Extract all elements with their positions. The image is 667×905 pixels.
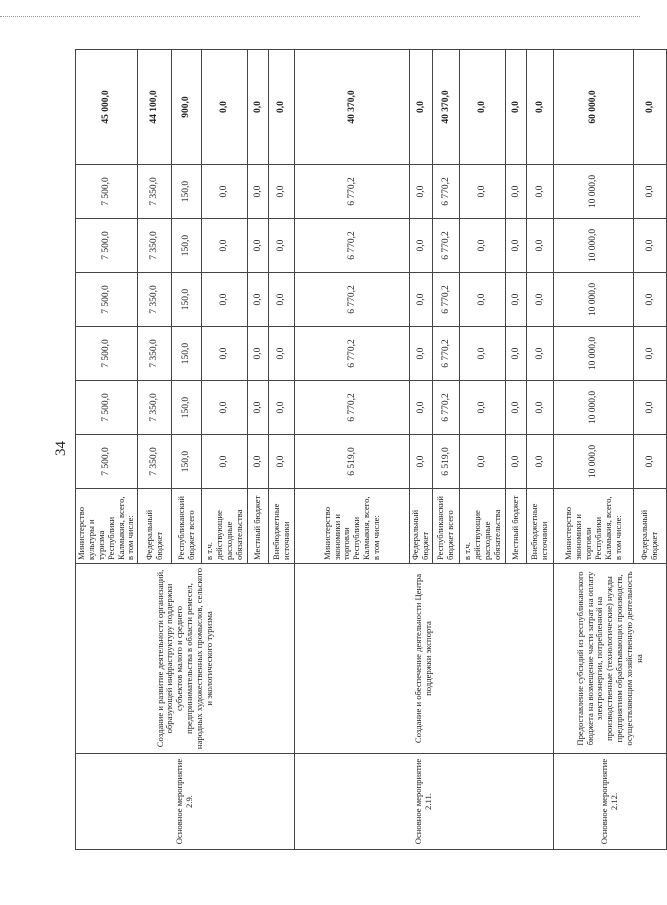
funding-source: в т.ч. действующие расходные обязательства xyxy=(202,489,248,564)
funding-source: Республиканский бюджет всего xyxy=(433,489,460,564)
total-value: 40 370,0 xyxy=(295,50,410,165)
year-value: 7 350,0 xyxy=(138,273,172,327)
funding-source: Министерство экономики и торговли Республики Калмыкия, всего, в том числе: xyxy=(295,489,410,564)
year-value: 6 770,2 xyxy=(433,165,460,219)
year-value: 150,0 xyxy=(172,219,202,273)
year-value: 0,0 xyxy=(248,381,269,435)
year-value: 6 770,2 xyxy=(433,327,460,381)
year-value: 0,0 xyxy=(460,273,506,327)
year-value: 150,0 xyxy=(172,435,202,489)
total-value: 45 000,0 xyxy=(76,50,138,165)
year-value: 0,0 xyxy=(269,165,295,219)
year-value: 7 350,0 xyxy=(138,435,172,489)
funding-source: Федеральный бюджет xyxy=(410,489,433,564)
total-value: 0,0 xyxy=(269,50,295,165)
year-value: 150,0 xyxy=(172,273,202,327)
year-value: 0,0 xyxy=(202,435,248,489)
year-value: 0,0 xyxy=(269,381,295,435)
year-value: 10 000,0 xyxy=(554,273,634,327)
year-value: 0,0 xyxy=(202,273,248,327)
year-value: 0,0 xyxy=(269,219,295,273)
top-rule xyxy=(0,16,640,17)
year-value: 0,0 xyxy=(527,327,554,381)
year-value: 0,0 xyxy=(410,327,433,381)
year-value: 7 350,0 xyxy=(138,219,172,273)
budget-table xyxy=(75,49,667,850)
funding-source: Федеральный бюджет xyxy=(634,489,667,564)
year-value: 0,0 xyxy=(506,327,527,381)
total-value: 40 370,0 xyxy=(433,50,460,165)
year-value: 0,0 xyxy=(506,435,527,489)
year-value: 0,0 xyxy=(506,273,527,327)
year-value: 10 000,0 xyxy=(554,219,634,273)
funding-source: Министерство культуры и туризма Республики Калмыкия, всего, в том числе: xyxy=(76,489,138,564)
funding-source: Внебюджетные источники xyxy=(269,489,295,564)
year-value: 7 500,0 xyxy=(76,165,138,219)
year-value: 150,0 xyxy=(172,165,202,219)
year-value: 0,0 xyxy=(248,273,269,327)
year-value: 7 350,0 xyxy=(138,381,172,435)
funding-source: Внебюджетные источники xyxy=(527,489,554,564)
year-value: 10 000,0 xyxy=(554,435,634,489)
measure-code: Основное мероприятие 2.11. xyxy=(295,754,554,850)
funding-source: Местный бюджет xyxy=(248,489,269,564)
year-value: 0,0 xyxy=(527,273,554,327)
year-value: 0,0 xyxy=(269,327,295,381)
measure-title: Создание и обеспечение деятельности Центра поддержки экспорта xyxy=(295,564,554,754)
year-value: 0,0 xyxy=(269,435,295,489)
page-number: 34 xyxy=(53,441,69,456)
measure-code: Основное мероприятие 2.9. xyxy=(76,754,295,850)
year-value: 0,0 xyxy=(460,381,506,435)
year-value: 0,0 xyxy=(202,165,248,219)
year-value: 0,0 xyxy=(527,435,554,489)
table-row xyxy=(76,50,138,850)
year-value: 7 500,0 xyxy=(76,327,138,381)
rotated-table-wrapper xyxy=(75,50,660,850)
year-value: 6 770,2 xyxy=(433,381,460,435)
year-value: 10 000,0 xyxy=(554,165,634,219)
year-value: 0,0 xyxy=(460,327,506,381)
total-value: 0,0 xyxy=(410,50,433,165)
year-value: 0,0 xyxy=(634,165,667,219)
year-value: 0,0 xyxy=(248,219,269,273)
year-value: 0,0 xyxy=(202,381,248,435)
year-value: 6 770,2 xyxy=(295,219,410,273)
table-body xyxy=(76,50,667,850)
year-value: 0,0 xyxy=(634,381,667,435)
year-value: 0,0 xyxy=(634,435,667,489)
year-value: 0,0 xyxy=(634,219,667,273)
year-value: 0,0 xyxy=(634,327,667,381)
year-value: 10 000,0 xyxy=(554,327,634,381)
funding-source: Республиканский бюджет всего xyxy=(172,489,202,564)
year-value: 0,0 xyxy=(410,165,433,219)
year-value: 6 770,2 xyxy=(295,165,410,219)
year-value: 0,0 xyxy=(634,273,667,327)
year-value: 0,0 xyxy=(460,435,506,489)
year-value: 6 770,2 xyxy=(295,273,410,327)
total-value: 60 000,0 xyxy=(554,50,634,165)
year-value: 7 500,0 xyxy=(76,381,138,435)
year-value: 6 770,2 xyxy=(295,327,410,381)
year-value: 0,0 xyxy=(506,219,527,273)
year-value: 0,0 xyxy=(527,165,554,219)
year-value: 7 500,0 xyxy=(76,435,138,489)
year-value: 0,0 xyxy=(202,219,248,273)
year-value: 6 519,0 xyxy=(433,435,460,489)
funding-source: Федеральный бюджет xyxy=(138,489,172,564)
year-value: 10 000,0 xyxy=(554,381,634,435)
year-value: 7 500,0 xyxy=(76,273,138,327)
year-value: 0,0 xyxy=(269,273,295,327)
total-value: 900,0 xyxy=(172,50,202,165)
year-value: 150,0 xyxy=(172,327,202,381)
year-value: 0,0 xyxy=(248,327,269,381)
measure-title: Создание и развитие деятельности организаций, образующей инфраструктуру поддержки субъектов малого и среднего предпринимательства в области ремесел, народных художественных промыслов, сельского и экологического туризма xyxy=(76,564,295,754)
year-value: 0,0 xyxy=(527,381,554,435)
year-value: 7 500,0 xyxy=(76,219,138,273)
year-value: 6 770,2 xyxy=(433,219,460,273)
year-value: 6 770,2 xyxy=(433,273,460,327)
year-value: 0,0 xyxy=(410,435,433,489)
measure-title: Предоставление субсидий из республиканского бюджета на возмещение части затрат на оплату электроэнергии, потребленной на производственные (технологические) нужды предприятиям обрабатывающих производств, осуществляющим хозяйственную деятельность на xyxy=(554,564,667,754)
total-value: 0,0 xyxy=(634,50,667,165)
total-value: 0,0 xyxy=(527,50,554,165)
measure-code: Основное мероприятие 2.12. xyxy=(554,754,667,850)
year-value: 0,0 xyxy=(410,381,433,435)
funding-source: в т.ч. действующие расходные обязательства xyxy=(460,489,506,564)
funding-source: Местный бюджет xyxy=(506,489,527,564)
year-value: 0,0 xyxy=(410,219,433,273)
year-value: 150,0 xyxy=(172,381,202,435)
funding-source: Министерство экономики и торговли Республики Калмыкия, всего, в том числе: xyxy=(554,489,634,564)
table-row xyxy=(295,50,410,850)
year-value: 0,0 xyxy=(248,165,269,219)
year-value: 0,0 xyxy=(527,219,554,273)
total-value: 44 100,0 xyxy=(138,50,172,165)
year-value: 6 770,2 xyxy=(295,381,410,435)
year-value: 0,0 xyxy=(410,273,433,327)
total-value: 0,0 xyxy=(506,50,527,165)
table-row xyxy=(554,50,634,850)
year-value: 7 350,0 xyxy=(138,165,172,219)
total-value: 0,0 xyxy=(248,50,269,165)
total-value: 0,0 xyxy=(202,50,248,165)
year-value: 0,0 xyxy=(202,327,248,381)
total-value: 0,0 xyxy=(460,50,506,165)
year-value: 0,0 xyxy=(248,435,269,489)
year-value: 0,0 xyxy=(506,381,527,435)
year-value: 0,0 xyxy=(460,219,506,273)
year-value: 7 350,0 xyxy=(138,327,172,381)
year-value: 6 519,0 xyxy=(295,435,410,489)
year-value: 0,0 xyxy=(506,165,527,219)
year-value: 0,0 xyxy=(460,165,506,219)
